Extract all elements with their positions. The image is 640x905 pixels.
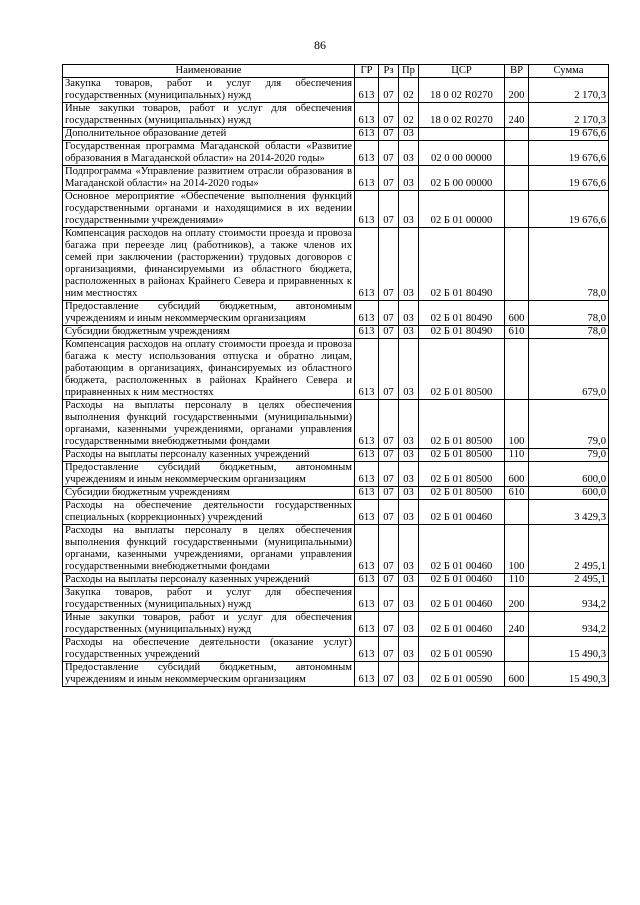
cell-name: Субсидии бюджетным учреждениям [63,326,355,339]
cell-name: Расходы на обеспечение деятельности (оказание услуг) государственных учреждений [63,637,355,662]
cell-vr: 600 [505,301,529,326]
cell-csr: 02 Б 01 00460 [419,574,505,587]
cell-sum: 15 490,3 [529,662,609,687]
cell-name: Расходы на выплаты персоналу в целях обеспечения выполнения функций государственными (муниципальными) органами, казенными учреждениями, органами управления государственными внебюджетными фондами [63,400,355,449]
cell-vr [505,128,529,141]
cell-rz: 07 [379,462,399,487]
header-rz: Рз [379,65,399,78]
cell-gr: 613 [355,662,379,687]
cell-pr: 03 [399,487,419,500]
cell-rz: 07 [379,228,399,301]
cell-name: Компенсация расходов на оплату стоимости проезда и провоза багажа к месту использования отпуска и обратно лицам, работающим в организациях, финансируемых из областного бюджета, расположенных в районах Крайнего Севера и приравненных к ним местностях [63,339,355,400]
cell-sum: 934,2 [529,587,609,612]
table-row [63,326,609,339]
cell-name: Закупка товаров, работ и услуг для обеспечения государственных (муниципальных) нужд [63,78,355,103]
cell-pr: 03 [399,662,419,687]
cell-sum: 2 170,3 [529,78,609,103]
cell-csr: 18 0 02 R0270 [419,78,505,103]
cell-sum: 79,0 [529,400,609,449]
cell-gr: 613 [355,487,379,500]
cell-gr: 613 [355,103,379,128]
cell-name: Компенсация расходов на оплату стоимости проезда и провоза багажа при переезде лиц (работников), а также членов их семей при заключении (расторжении) трудовых договоров с организациями, финансируемыми из областного бюджета, расположенных в районах Крайнего Севера и приравненных к ним местностях [63,228,355,301]
cell-pr: 03 [399,587,419,612]
header-row [63,65,609,78]
cell-name: Расходы на выплаты персоналу в целях обеспечения выполнения функций государственными (муниципальными) органами, казенными учреждениями, органами управления государственными внебюджетными фондами [63,525,355,574]
cell-csr: 02 Б 01 00000 [419,191,505,228]
cell-rz: 07 [379,78,399,103]
cell-vr: 610 [505,326,529,339]
cell-csr: 02 Б 01 80500 [419,400,505,449]
cell-vr [505,166,529,191]
cell-rz: 07 [379,166,399,191]
table-row [63,587,609,612]
cell-rz: 07 [379,662,399,687]
cell-rz: 07 [379,574,399,587]
table-row [63,637,609,662]
cell-gr: 613 [355,587,379,612]
header-csr: ЦСР [419,65,505,78]
cell-rz: 07 [379,326,399,339]
cell-csr: 02 Б 01 80500 [419,449,505,462]
header-name: Наименование [63,65,355,78]
table-row [63,612,609,637]
cell-name: Дополнительное образование детей [63,128,355,141]
cell-name: Расходы на выплаты персоналу казенных учреждений [63,449,355,462]
cell-sum: 2 170,3 [529,103,609,128]
cell-vr: 110 [505,449,529,462]
cell-vr: 200 [505,78,529,103]
cell-pr: 03 [399,612,419,637]
cell-csr: 02 Б 01 80490 [419,228,505,301]
cell-csr: 02 Б 01 00590 [419,637,505,662]
cell-rz: 07 [379,301,399,326]
cell-pr: 03 [399,228,419,301]
cell-csr: 02 Б 01 00460 [419,525,505,574]
cell-gr: 613 [355,339,379,400]
cell-pr: 03 [399,525,419,574]
cell-gr: 613 [355,191,379,228]
cell-gr: 613 [355,78,379,103]
cell-sum: 600,0 [529,487,609,500]
cell-sum: 2 495,1 [529,525,609,574]
cell-csr: 02 Б 00 00000 [419,166,505,191]
cell-vr: 600 [505,462,529,487]
cell-csr: 02 Б 01 80490 [419,326,505,339]
cell-vr: 240 [505,103,529,128]
table-row [63,462,609,487]
cell-name: Государственная программа Магаданской области «Развитие образования в Магаданской области» на 2014-2020 годы» [63,141,355,166]
cell-pr: 03 [399,400,419,449]
cell-pr: 02 [399,78,419,103]
cell-name: Расходы на обеспечение деятельности государственных специальных (коррекционных) учреждений [63,500,355,525]
cell-sum: 78,0 [529,228,609,301]
cell-name: Предоставление субсидий бюджетным, автономным учреждениям и иным некоммерческим организациям [63,662,355,687]
cell-pr: 03 [399,574,419,587]
table-row [63,128,609,141]
cell-rz: 07 [379,500,399,525]
cell-csr: 02 Б 01 80500 [419,462,505,487]
cell-rz: 07 [379,587,399,612]
cell-gr: 613 [355,400,379,449]
cell-name: Закупка товаров, работ и услуг для обеспечения государственных (муниципальных) нужд [63,587,355,612]
cell-vr: 200 [505,587,529,612]
cell-vr [505,500,529,525]
cell-pr: 03 [399,191,419,228]
cell-sum: 19 676,6 [529,191,609,228]
header-gr: ГР [355,65,379,78]
header-vr: ВР [505,65,529,78]
cell-rz: 07 [379,637,399,662]
cell-gr: 613 [355,637,379,662]
cell-vr: 600 [505,662,529,687]
cell-gr: 613 [355,326,379,339]
cell-rz: 07 [379,191,399,228]
cell-name: Иные закупки товаров, работ и услуг для обеспечения государственных (муниципальных) нужд [63,612,355,637]
cell-csr: 02 Б 01 00460 [419,587,505,612]
cell-gr: 613 [355,462,379,487]
cell-vr: 100 [505,525,529,574]
table-row [63,487,609,500]
cell-name: Субсидии бюджетным учреждениям [63,487,355,500]
cell-rz: 07 [379,487,399,500]
cell-gr: 613 [355,141,379,166]
cell-pr: 03 [399,166,419,191]
table-row [63,449,609,462]
cell-gr: 613 [355,301,379,326]
table-header [63,65,609,78]
cell-vr [505,228,529,301]
cell-pr: 03 [399,637,419,662]
cell-sum: 78,0 [529,326,609,339]
cell-pr: 02 [399,103,419,128]
cell-csr: 02 Б 01 00460 [419,612,505,637]
table-row [63,166,609,191]
page-number: 86 [314,38,326,52]
cell-sum: 79,0 [529,449,609,462]
cell-pr: 03 [399,449,419,462]
cell-sum: 600,0 [529,462,609,487]
cell-csr: 02 Б 01 00460 [419,500,505,525]
cell-name: Иные закупки товаров, работ и услуг для обеспечения государственных (муниципальных) нужд [63,103,355,128]
cell-gr: 613 [355,228,379,301]
header-sum: Сумма [529,65,609,78]
cell-csr: 02 Б 01 80500 [419,339,505,400]
cell-sum: 19 676,6 [529,141,609,166]
cell-sum: 15 490,3 [529,637,609,662]
cell-gr: 613 [355,500,379,525]
cell-vr: 110 [505,574,529,587]
cell-pr: 03 [399,301,419,326]
cell-gr: 613 [355,612,379,637]
cell-vr [505,141,529,166]
cell-gr: 613 [355,166,379,191]
cell-sum: 19 676,6 [529,166,609,191]
cell-vr: 610 [505,487,529,500]
cell-name: Предоставление субсидий бюджетным, автономным учреждениям и иным некоммерческим организациям [63,462,355,487]
cell-csr: 18 0 02 R0270 [419,103,505,128]
table-row [63,525,609,574]
cell-rz: 07 [379,128,399,141]
cell-csr: 02 Б 01 00590 [419,662,505,687]
cell-csr: 02 Б 01 80500 [419,487,505,500]
cell-gr: 613 [355,449,379,462]
budget-table [62,64,609,687]
cell-vr [505,339,529,400]
table-row [63,78,609,103]
cell-rz: 07 [379,449,399,462]
cell-pr: 03 [399,326,419,339]
cell-pr: 03 [399,339,419,400]
cell-pr: 03 [399,128,419,141]
cell-pr: 03 [399,500,419,525]
cell-name: Основное мероприятие «Обеспечение выполнения функций государственными органами и находящимися в их ведении государственными учреждениями» [63,191,355,228]
cell-rz: 07 [379,339,399,400]
cell-sum: 78,0 [529,301,609,326]
cell-vr [505,191,529,228]
cell-sum: 934,2 [529,612,609,637]
table-row [63,400,609,449]
cell-csr: 02 Б 01 80490 [419,301,505,326]
cell-vr: 100 [505,400,529,449]
table-row [63,301,609,326]
cell-rz: 07 [379,612,399,637]
cell-gr: 613 [355,574,379,587]
cell-name: Предоставление субсидий бюджетным, автономным учреждениям и иным некоммерческим организациям [63,301,355,326]
header-pr: Пр [399,65,419,78]
cell-csr: 02 0 00 00000 [419,141,505,166]
cell-rz: 07 [379,525,399,574]
cell-name: Расходы на выплаты персоналу казенных учреждений [63,574,355,587]
cell-rz: 07 [379,103,399,128]
table-row [63,103,609,128]
cell-gr: 613 [355,128,379,141]
table-row [63,662,609,687]
cell-sum: 2 495,1 [529,574,609,587]
cell-sum: 19 676,6 [529,128,609,141]
cell-vr: 240 [505,612,529,637]
cell-sum: 3 429,3 [529,500,609,525]
cell-sum: 679,0 [529,339,609,400]
table-row [63,500,609,525]
table-row [63,574,609,587]
cell-csr [419,128,505,141]
table-row [63,339,609,400]
cell-rz: 07 [379,400,399,449]
table-row [63,228,609,301]
table-body [63,78,609,687]
cell-gr: 613 [355,525,379,574]
cell-name: Подпрограмма «Управление развитием отрасли образования в Магаданской области» на 2014-2020 годы» [63,166,355,191]
cell-pr: 03 [399,141,419,166]
table-row [63,141,609,166]
cell-vr [505,637,529,662]
cell-pr: 03 [399,462,419,487]
cell-rz: 07 [379,141,399,166]
table-row [63,191,609,228]
